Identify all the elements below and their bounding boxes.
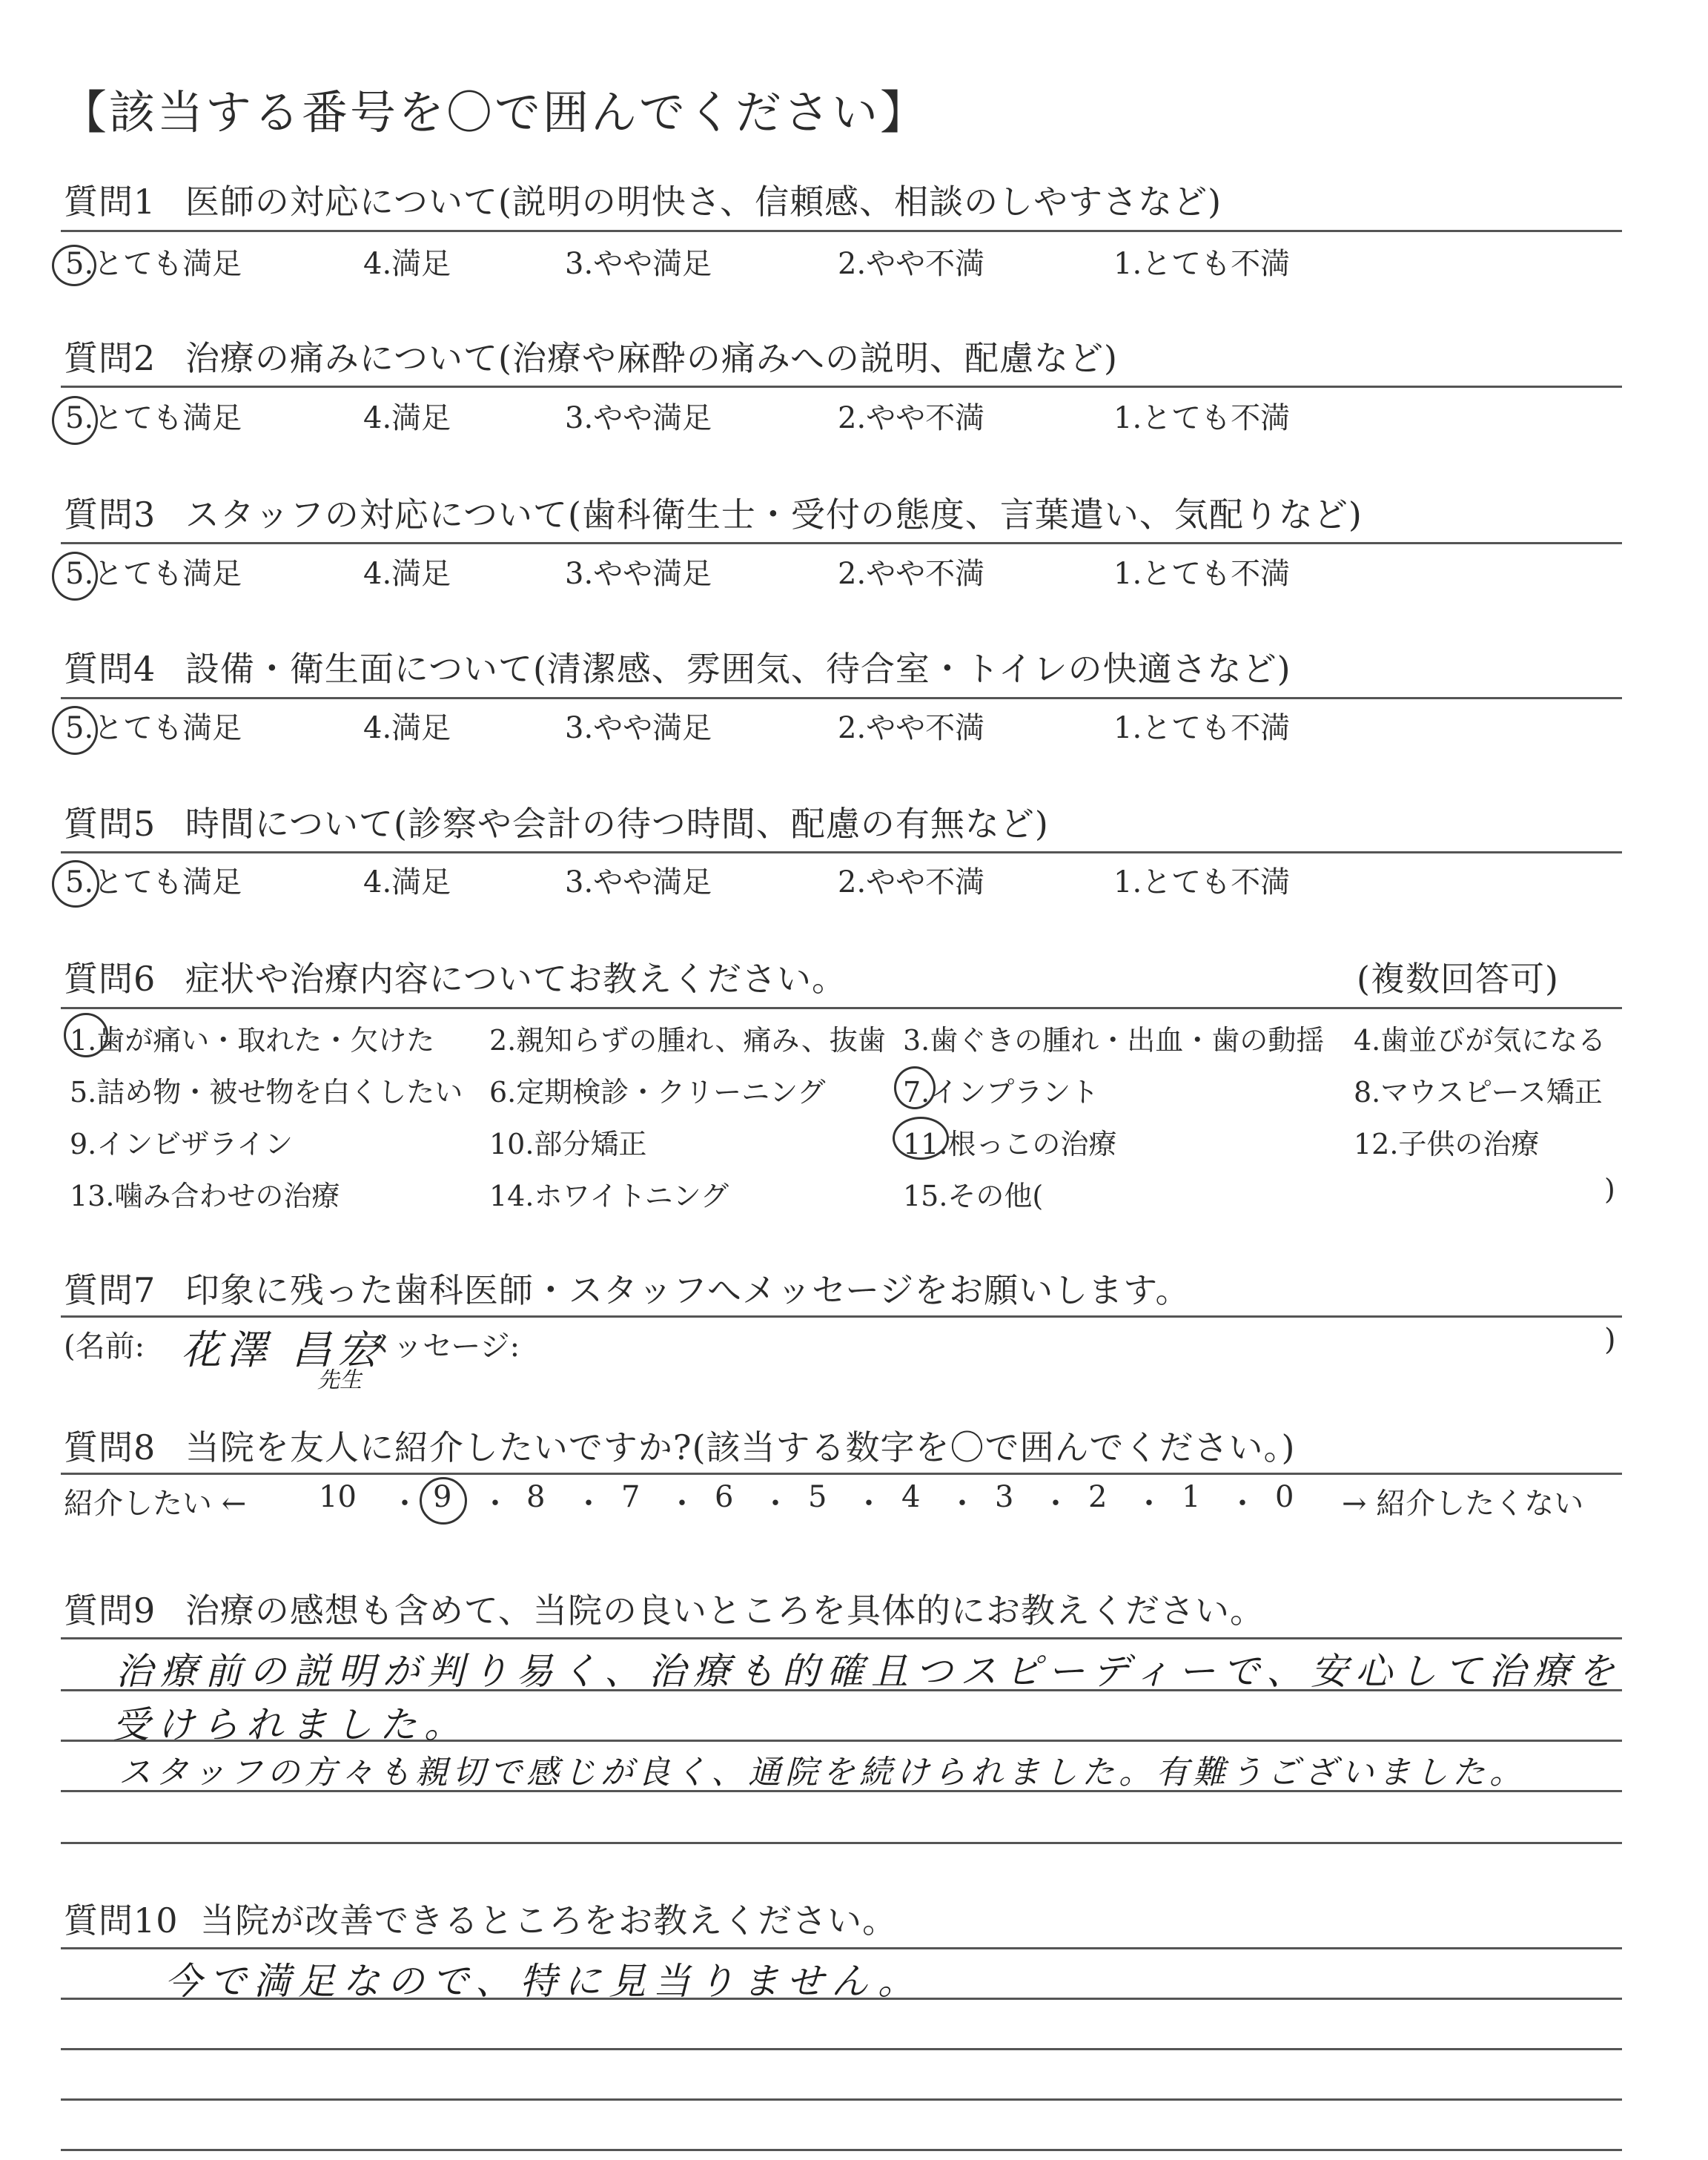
option-1[interactable]: 1.とても不満: [1113, 401, 1291, 435]
q6-option-15[interactable]: 15.その他(: [903, 1180, 1044, 1212]
option-2[interactable]: 2.やや不満: [838, 247, 985, 281]
divider: [61, 386, 1622, 388]
answer-line-text: スタッフの方々も親切で感じが良く、通院を続けられました。有難うございました。: [119, 1754, 1527, 1791]
scale-dot: ・: [947, 1487, 977, 1521]
divider: [61, 1947, 1622, 1949]
option-1[interactable]: 1.とても不満: [1113, 557, 1291, 591]
question-5: [64, 797, 1049, 846]
answer-line-text: 受けられました。: [113, 1703, 469, 1746]
scale-dot: ・: [1134, 1487, 1164, 1521]
message-label: メッセージ:: [363, 1330, 520, 1364]
q6-option-13[interactable]: 13.噛み合わせの治療: [70, 1180, 340, 1212]
question-label: 質問8: [64, 1427, 156, 1467]
question-label: 質問4: [64, 649, 156, 689]
scale-1[interactable]: 1: [1182, 1480, 1201, 1514]
divider: [61, 851, 1622, 853]
q6-option-9[interactable]: 9.インビザライン: [70, 1128, 294, 1160]
scale-left-label: 紹介したい ←: [64, 1487, 247, 1521]
question-6: [64, 952, 847, 1001]
option-4[interactable]: 4.満足: [363, 711, 451, 745]
selection-circle: [52, 552, 98, 601]
q6-option-6[interactable]: 6.定期検診・クリーニング: [489, 1076, 826, 1109]
answer-line: [61, 1842, 1622, 1844]
selection-circle: [420, 1477, 467, 1525]
question-9: [64, 1584, 1265, 1633]
scale-5[interactable]: 5: [808, 1480, 827, 1514]
scale-7[interactable]: 7: [621, 1480, 640, 1514]
question-label: 質問7: [64, 1270, 156, 1310]
question-label: 質問10: [64, 1900, 179, 1941]
name-label: (名前:: [64, 1330, 145, 1364]
divider: [61, 1637, 1622, 1639]
scale-10[interactable]: 10: [319, 1480, 357, 1514]
selection-circle: [52, 706, 98, 755]
option-3[interactable]: 3.やや満足: [565, 711, 712, 745]
scale-dot: ・: [574, 1487, 603, 1521]
divider: [61, 1007, 1622, 1009]
question-1: [64, 175, 1222, 224]
selection-circle: [52, 860, 99, 908]
q6-option-7[interactable]: 7.インプラント: [903, 1076, 1099, 1109]
scale-2[interactable]: 2: [1088, 1480, 1108, 1514]
doctor-title: 先生: [317, 1367, 362, 1393]
selection-circle: [52, 245, 96, 286]
doctor-name: 花澤 昌宏: [181, 1327, 384, 1373]
option-2[interactable]: 2.やや不満: [838, 711, 985, 745]
selection-circle: [894, 1066, 936, 1109]
q6-option-5[interactable]: 5.詰め物・被せ物を白くしたい: [70, 1076, 463, 1109]
scale-8[interactable]: 8: [526, 1480, 546, 1514]
question-text: 当院を友人に紹介したいですか?(該当する数字を〇で囲んでください。): [185, 1427, 1296, 1467]
option-5[interactable]: 5.とても満足: [65, 557, 242, 591]
option-5[interactable]: 5.とても満足: [65, 401, 242, 435]
question-label: 質問1: [64, 182, 156, 222]
question-label: 質問3: [64, 495, 156, 535]
option-1[interactable]: 1.とても不満: [1113, 711, 1291, 745]
scale-0[interactable]: 0: [1275, 1480, 1294, 1514]
scale-dot: ・: [1228, 1487, 1257, 1521]
question-label: 質問2: [64, 338, 156, 378]
question-8: [64, 1421, 1295, 1470]
answer-line: [61, 2149, 1622, 2151]
q6-option-14[interactable]: 14.ホワイトニング: [489, 1180, 729, 1212]
question-text: 時間について(診察や会計の待つ時間、配慮の有無など): [185, 804, 1049, 844]
question-label: 質問5: [64, 804, 156, 844]
selection-circle: [893, 1117, 949, 1160]
question-text: 治療の感想も含めて、当院の良いところを具体的にお教えください。: [185, 1591, 1265, 1631]
answer-line: [61, 2098, 1622, 2101]
q6-option-2[interactable]: 2.親知らずの腫れ、痛み、抜歯: [489, 1024, 886, 1057]
option-2[interactable]: 2.やや不満: [838, 865, 985, 899]
question-text: 医師の対応について(説明の明快さ、信頼感、相談のしやすさなど): [185, 182, 1222, 222]
page-title: 【該当する番号を〇で囲んでください】: [61, 85, 929, 139]
option-2[interactable]: 2.やや不満: [838, 401, 985, 435]
q6-option-1[interactable]: 1.歯が痛い・取れた・欠けた: [70, 1024, 435, 1057]
question-7: [64, 1264, 1191, 1312]
answer-line-text: 今で満足なので、特に見当りません。: [165, 1960, 922, 2003]
message-close: ): [1604, 1323, 1616, 1357]
divider: [61, 1473, 1622, 1475]
q6-other-close: ): [1604, 1173, 1615, 1206]
question-3: [64, 488, 1363, 537]
divider: [61, 697, 1622, 699]
option-3[interactable]: 3.やや満足: [565, 247, 712, 281]
scale-4[interactable]: 4: [901, 1480, 921, 1514]
question-text: スタッフの対応について(歯科衛生士・受付の態度、言葉遣い、気配りなど): [185, 495, 1363, 535]
scale-3[interactable]: 3: [995, 1480, 1014, 1514]
divider: [61, 542, 1622, 544]
answer-line: [61, 2048, 1622, 2050]
option-4[interactable]: 4.満足: [363, 865, 451, 899]
scale-dot: ・: [667, 1487, 697, 1521]
question-2: [64, 331, 1118, 380]
question-text: 治療の痛みについて(治療や麻酔の痛みへの説明、配慮など): [185, 338, 1118, 378]
option-5[interactable]: 5.とても満足: [65, 865, 242, 899]
q6-option-4[interactable]: 4.歯並びが気になる: [1354, 1024, 1606, 1057]
scale-9[interactable]: 9: [433, 1480, 452, 1514]
scale-6[interactable]: 6: [715, 1480, 734, 1514]
option-3[interactable]: 3.やや満足: [565, 401, 712, 435]
multiple-answer-note: (複数回答可): [1357, 959, 1559, 999]
answer-line-text: 治療前の説明が判り易く、治療も的確且つスピーディーで、安心して治療を: [116, 1650, 1622, 1693]
question-text: 印象に残った歯科医師・スタッフへメッセージをお願いします。: [185, 1270, 1191, 1310]
q6-option-11[interactable]: 11.根っこの治療: [903, 1128, 1117, 1160]
scale-dot: ・: [854, 1487, 884, 1521]
question-4: [64, 642, 1291, 691]
q6-option-10[interactable]: 10.部分矯正: [489, 1128, 647, 1160]
scale-dot: ・: [761, 1487, 790, 1521]
scale-dot: ・: [390, 1487, 420, 1521]
divider: [61, 230, 1622, 232]
option-2[interactable]: 2.やや不満: [838, 557, 985, 591]
option-4[interactable]: 4.満足: [363, 557, 451, 591]
option-4[interactable]: 4.満足: [363, 247, 451, 281]
scale-dot: ・: [480, 1487, 510, 1521]
option-1[interactable]: 1.とても不満: [1113, 865, 1291, 899]
scale-right-label: → 紹介したくない: [1342, 1487, 1584, 1521]
scale-dot: ・: [1041, 1487, 1070, 1521]
q6-option-12[interactable]: 12.子供の治療: [1354, 1128, 1540, 1160]
q6-option-8[interactable]: 8.マウスピース矯正: [1354, 1076, 1603, 1109]
q6-option-3[interactable]: 3.歯ぐきの腫れ・出血・歯の動揺: [903, 1024, 1325, 1057]
option-4[interactable]: 4.満足: [363, 401, 451, 435]
option-1[interactable]: 1.とても不満: [1113, 247, 1291, 281]
option-3[interactable]: 3.やや満足: [565, 557, 712, 591]
question-label: 質問9: [64, 1591, 156, 1631]
option-3[interactable]: 3.やや満足: [565, 865, 712, 899]
question-text: 設備・衛生面について(清潔感、雰囲気、待合室・トイレの快適さなど): [185, 649, 1291, 689]
selection-circle: [64, 1013, 108, 1057]
option-5[interactable]: 5.とても満足: [65, 247, 242, 281]
question-text: 当院が改善できるところをお教えください。: [200, 1900, 898, 1941]
divider: [61, 1315, 1622, 1318]
option-5[interactable]: 5.とても満足: [65, 711, 242, 745]
question-text: 症状や治療内容についてお教えください。: [185, 959, 847, 999]
question-10: [64, 1894, 897, 1943]
selection-circle: [52, 396, 98, 445]
question-label: 質問6: [64, 959, 156, 999]
